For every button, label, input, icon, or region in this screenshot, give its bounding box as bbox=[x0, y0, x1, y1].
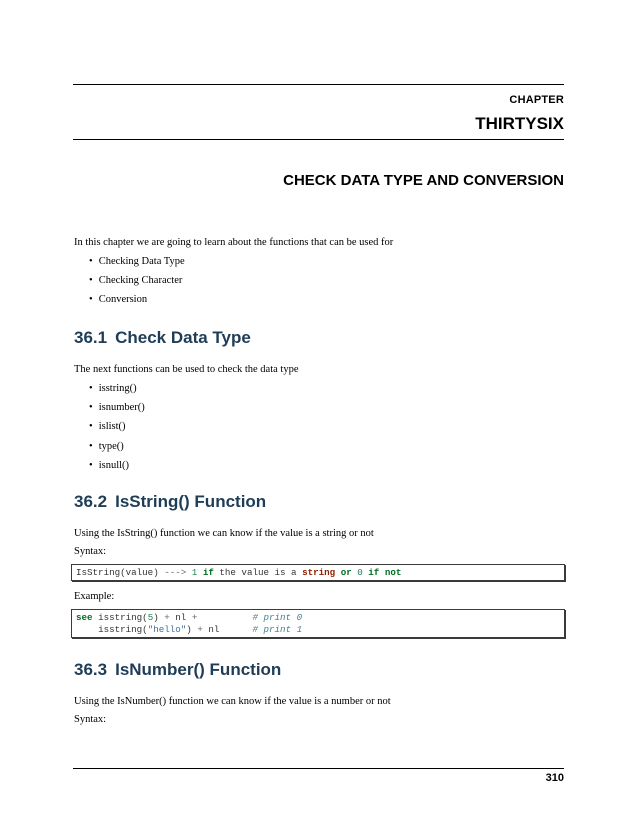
section1-paragraph: The next functions can be used to check the data type bbox=[74, 364, 299, 375]
footer-rule bbox=[73, 768, 564, 769]
code-token: string bbox=[302, 567, 336, 578]
section-title: Check Data Type bbox=[115, 328, 251, 347]
code-token: if bbox=[202, 567, 214, 578]
code-token: 0 bbox=[357, 567, 363, 578]
section-heading-isstring bbox=[74, 492, 266, 512]
code-token: "hello" bbox=[147, 624, 187, 635]
code-token: + bbox=[164, 612, 170, 623]
section3-paragraph: Using the IsNumber() function we can know if the value is a number or not bbox=[74, 696, 391, 707]
list-item: • isnull() bbox=[89, 460, 145, 479]
code-token: 5 bbox=[147, 612, 154, 623]
chapter-label: CHAPTER bbox=[509, 94, 564, 106]
code-token: # print 0 bbox=[252, 612, 303, 623]
code-token: the value is a bbox=[219, 567, 297, 578]
code-token: isstring( bbox=[98, 612, 148, 623]
chapter-rule bbox=[73, 139, 564, 140]
code-token: ) bbox=[153, 612, 159, 623]
code-token: isstring( bbox=[98, 624, 148, 635]
code-token: or bbox=[340, 567, 352, 578]
section2-paragraph: Using the IsString() function we can know if the value is a string or not bbox=[74, 528, 374, 539]
page-number: 310 bbox=[545, 772, 564, 784]
section-number: 36.3 bbox=[74, 660, 108, 679]
list-item: • Conversion bbox=[89, 294, 185, 313]
code-token: nl bbox=[175, 612, 187, 623]
section-heading-isnumber bbox=[74, 660, 281, 680]
code-token: see bbox=[76, 612, 93, 623]
section-title: IsNumber() Function bbox=[115, 660, 282, 679]
syntax-label: Syntax: bbox=[74, 546, 107, 557]
chapter-name: THIRTYSIX bbox=[475, 114, 564, 133]
syntax-label: Syntax: bbox=[74, 714, 107, 725]
code-token: not bbox=[384, 567, 402, 578]
list-item: • isstring() bbox=[89, 383, 145, 402]
code-token: + bbox=[197, 624, 203, 635]
code-token: + bbox=[191, 612, 198, 623]
code-token: if bbox=[368, 567, 380, 578]
list-item: • Checking Data Type bbox=[89, 256, 185, 275]
example-label: Example: bbox=[74, 591, 115, 602]
section-heading-check-data-type bbox=[74, 328, 251, 348]
code-token: 1 bbox=[191, 567, 198, 578]
section-number: 36.1 bbox=[74, 328, 108, 347]
section1-list bbox=[89, 383, 145, 479]
chapter-title: CHECK DATA TYPE AND CONVERSION bbox=[283, 172, 564, 189]
section-title: IsString() Function bbox=[115, 492, 267, 511]
code-token: IsString(value) bbox=[76, 567, 159, 578]
list-item: • Checking Character bbox=[89, 275, 185, 294]
syntax-code-block bbox=[71, 564, 565, 581]
top-rule bbox=[73, 84, 564, 85]
code-token: ---> bbox=[164, 567, 187, 578]
intro-list bbox=[89, 256, 185, 314]
code-token: nl bbox=[208, 624, 220, 635]
list-item: • islist() bbox=[89, 421, 145, 440]
list-item: • isnumber() bbox=[89, 402, 145, 421]
intro-paragraph: In this chapter we are going to learn about the functions that can be used for bbox=[74, 237, 394, 248]
list-item: • type() bbox=[89, 441, 145, 460]
code-token: # print 1 bbox=[252, 624, 303, 635]
example-code-block bbox=[71, 609, 565, 638]
code-token: ) bbox=[186, 624, 192, 635]
section-number: 36.2 bbox=[74, 492, 108, 511]
